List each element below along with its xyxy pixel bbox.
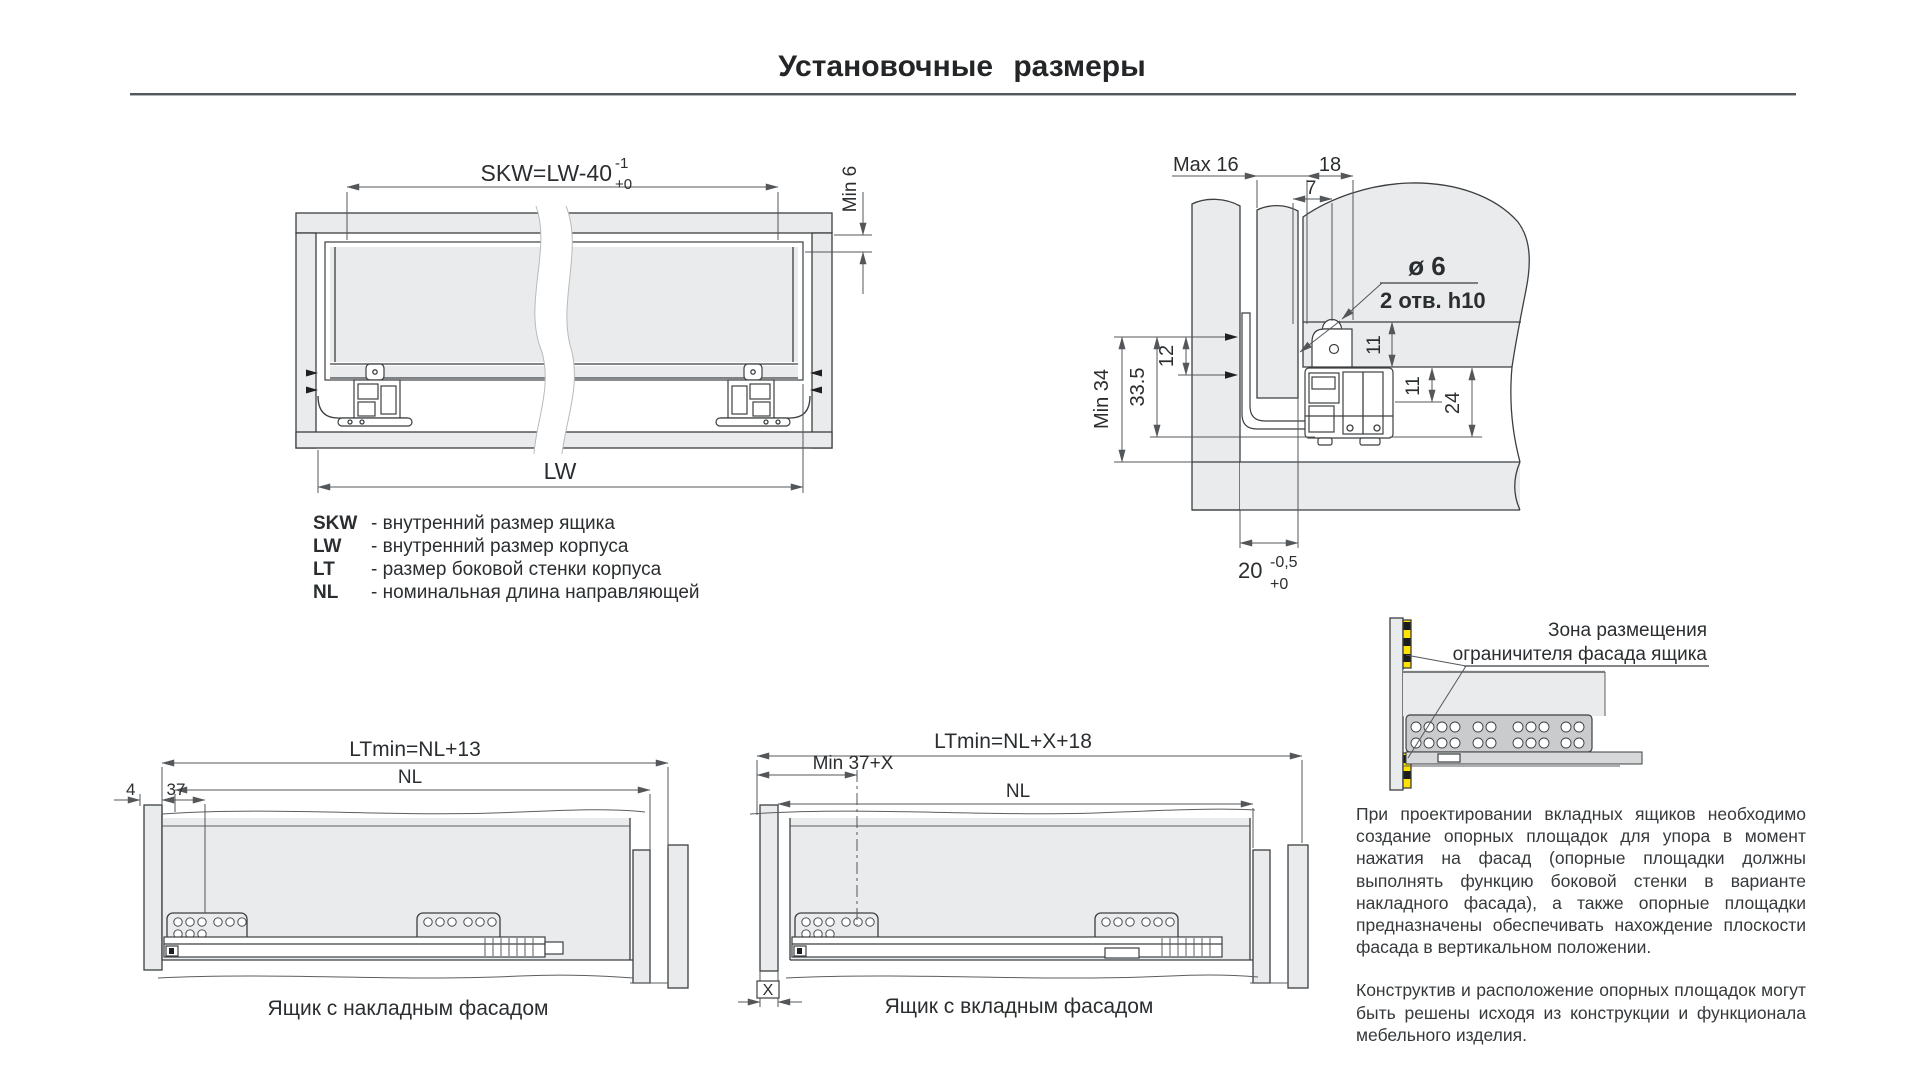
dim-min37x-label: Min 37+X (812, 753, 894, 774)
dim-18-label: 18 (1318, 154, 1342, 176)
dim-nl-label: NL (1005, 781, 1031, 802)
dim-ltmin-label: LTmin=NL+13 (349, 738, 481, 761)
dim-20-tol-lower: +0 (1270, 576, 1289, 593)
hole-diameter-label: ø 6 (1408, 251, 1446, 281)
dim-ltmin-label: LTmin=NL+X+18 (934, 730, 1092, 753)
cross-section-drawing (1080, 100, 1550, 605)
legend-item-skw (313, 512, 700, 535)
dim-min34-label: Min 34 (1091, 368, 1113, 430)
notes-paragraph-2: Конструктив и расположение опорных площадок могут быть решены исходя из конструкции и функционала мебельного изделия. (1356, 980, 1806, 1045)
drawer-side-view (750, 770, 1308, 988)
notes-block (1356, 803, 1806, 1067)
title-divider (130, 93, 1796, 96)
dim-skw-label: SKW=LW-40 (480, 160, 612, 186)
drawer-side-view (144, 805, 688, 988)
legend-item-lw (313, 535, 700, 558)
legend-abbr: SKW (313, 513, 358, 534)
dim-skw-tol-lower: +0 (615, 176, 633, 193)
hole-note-label: 2 отв. h10 (1380, 288, 1486, 313)
dim-20-label: 20 (1238, 558, 1263, 583)
limiter-zone-drawing (1380, 598, 1824, 810)
legend-desc: - внутренний размер ящика (371, 513, 615, 534)
slide-assembly (1403, 670, 1642, 766)
dim-12-label: 12 (1156, 344, 1178, 368)
dim-4-label: 4 (126, 780, 136, 799)
inset-drawer-caption: Ящик с вкладным фасадом (884, 995, 1154, 1018)
legend (313, 512, 700, 604)
dim-min6-label: Min 6 (840, 165, 861, 213)
legend-abbr: LW (313, 536, 342, 557)
legend-desc: - внутренний размер корпуса (371, 536, 629, 557)
dim-37-label: 37 (166, 780, 186, 799)
legend-desc: - размер боковой стенки корпуса (371, 559, 662, 580)
dim-11-mid-label: 11 (1403, 376, 1424, 396)
zone-note-line2: ограничителя фасада ящика (1452, 644, 1707, 665)
dim-lw-label: LW (543, 458, 577, 484)
dim-max16-label: Max 16 (1173, 154, 1239, 176)
page-title: Установочные размеры (778, 50, 1146, 83)
notes-paragraph-1: При проектировании вкладных ящиков необходимо создание опорных площадок для упора в момент нажатия на фасад (опорные площадки должны выполнять функцию боковой стенки в варианте накладного фасада), а также опорные площадки предназначены обеспечивать нахождение плоскости фасада в вертикальном положении. (1356, 804, 1806, 958)
legend-abbr: LT (313, 559, 335, 580)
dim-33-5-label: 33.5 (1127, 367, 1149, 407)
dim-x-label: X (762, 982, 774, 999)
dim-nl-label: NL (397, 767, 423, 788)
front-view-drawing (230, 100, 890, 520)
overlay-drawer-caption: Ящик с накладным фасадом (267, 997, 549, 1020)
dim-7-label: 7 (1305, 178, 1317, 199)
dim-skw-tol-upper: -1 (615, 155, 629, 172)
legend-abbr: NL (313, 582, 339, 603)
dim-11-top-label: 11 (1364, 335, 1385, 355)
legend-desc: - номинальная длина направляющей (371, 582, 700, 603)
zone-note-line1: Зона размещения (1547, 620, 1707, 641)
dim-20-tol-upper: -0,5 (1270, 554, 1298, 571)
dim-24-label: 24 (1442, 391, 1464, 415)
legend-item-lt (313, 558, 700, 581)
legend-item-nl (313, 581, 700, 604)
inset-drawer-drawing (610, 720, 1330, 1030)
